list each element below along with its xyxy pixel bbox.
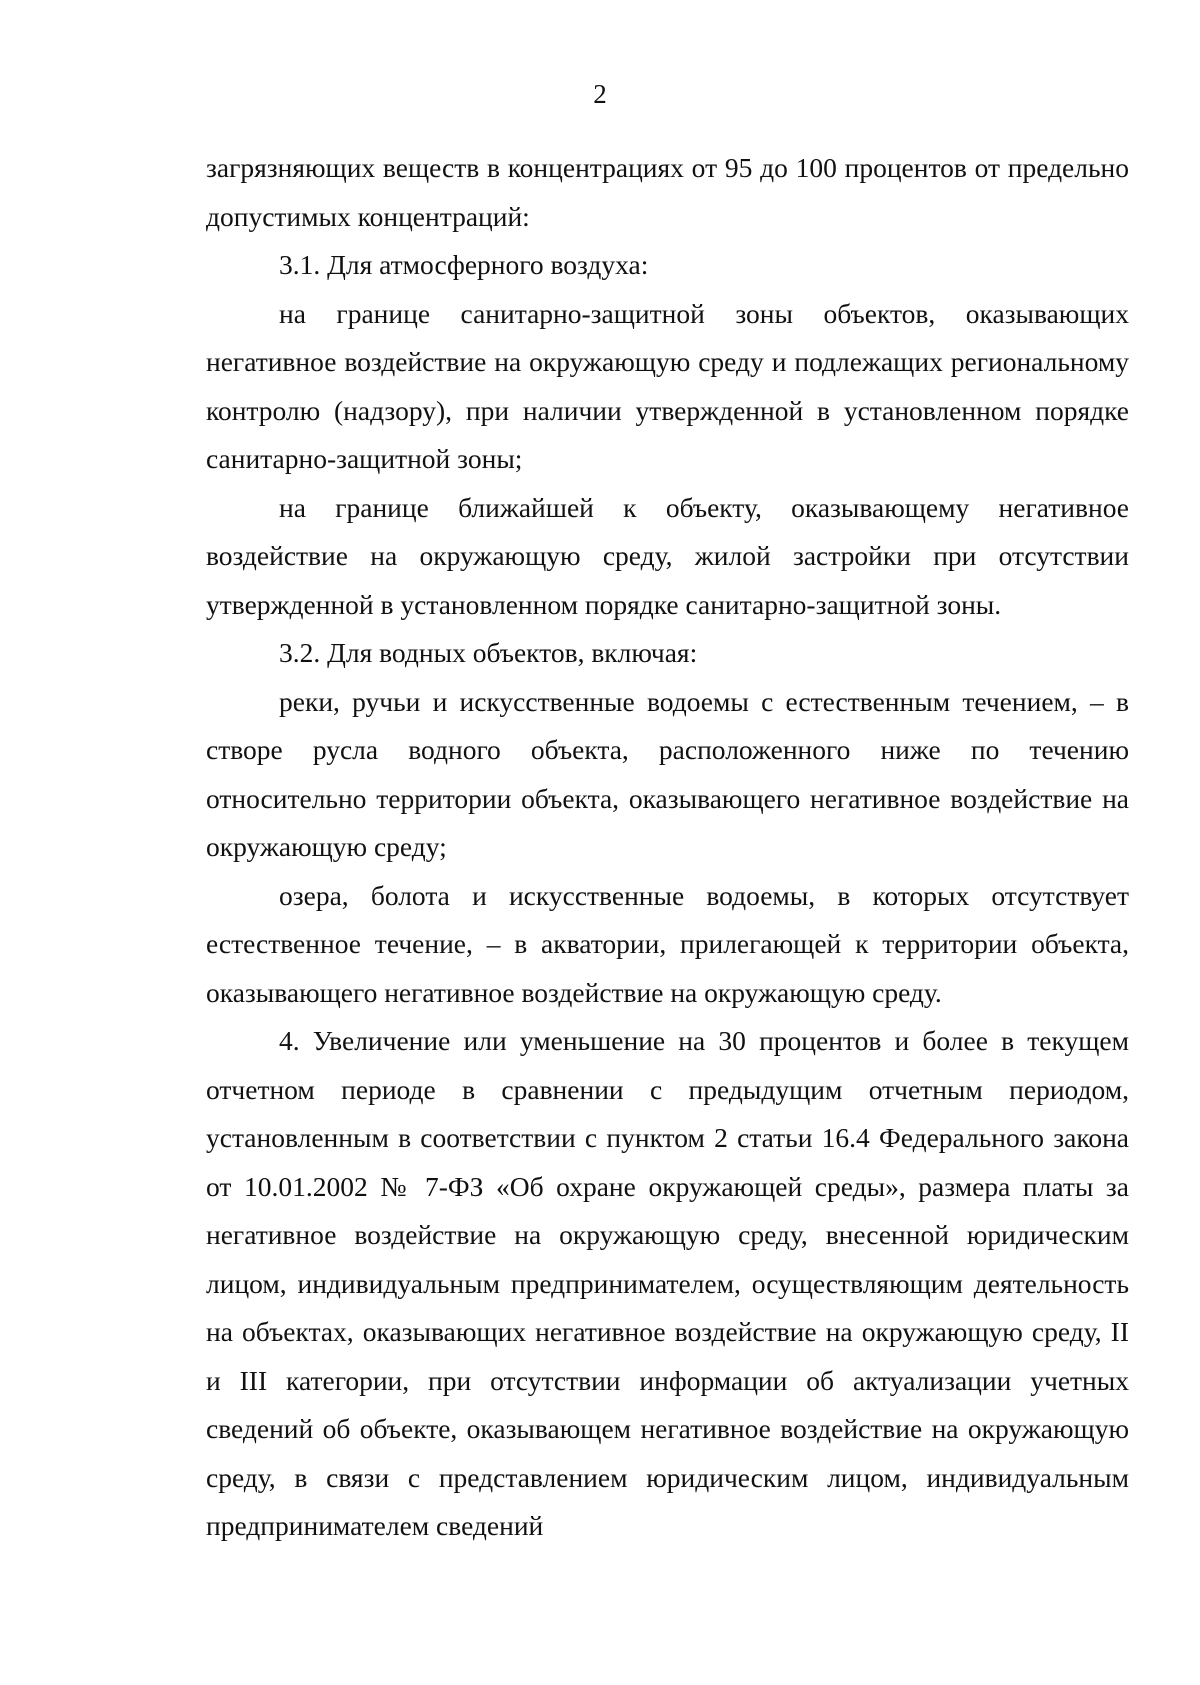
page-number: 2 — [593, 79, 607, 109]
paragraph-4-fee-change: 4. Увеличение или уменьшение на 30 процентов и более в текущем отчетном периоде в сравнении с предыдущим отчетным периодом, установленным в соответствии с пунктом 2 статьи 16.4 Федерального закона от 10.01.2002 № 7-ФЗ «Об охране окружающей среды», размера платы за негативное воздействие на окружающую среду, внесенной юридическим лицом, индивидуальным предпринимателем, осуществляющим деятельность на объектах, оказывающих негативное воздействие на окружающую среду, II и III категории, при отсутствии информации об актуализации учетных сведений об объекте, оказывающем негативное воздействие на окружающую среду, в связи с представлением юридическим лицом, индивидуальным предпринимателем сведений — [206, 1025, 1129, 1541]
paragraph-sanitary-zone-boundary: на границе санитарно-защитной зоны объектов, оказывающих негативное воздействие на окружающую среду и подлежащих региональному контролю (надзору), при наличии утвержденной в установленном порядке санитарно-защитной зоны; — [206, 297, 1129, 474]
paragraph-rivers: реки, ручьи и искусственные водоемы с естественным течением, – в створе русла водного объекта, расположенного ниже по течению относительно территории объекта, оказывающего негативное воздействие на окружающую среду; — [206, 685, 1129, 862]
document-body — [206, 144, 1129, 1551]
paragraph-residential-boundary: на границе ближайшей к объекту, оказывающему негативное воздействие на окружающую среду, жилой застройки при отсутствии утвержденной в установленном порядке санитарно-защитной зоны. — [206, 491, 1129, 620]
paragraph-pollutants-continued: загрязняющих веществ в концентрациях от 95 до 100 процентов от предельно допустимых концентраций: — [206, 152, 1129, 232]
paragraph-lakes: озера, болота и искусственные водоемы, в которых отсутствует естественное течение, – в акватории, прилегающей к территории объекта, оказывающего негативное воздействие на окружающую среду. — [206, 879, 1129, 1008]
paragraph-3-2-heading: 3.2. Для водных объектов, включая: — [279, 637, 698, 668]
paragraph-3-1-heading: 3.1. Для атмосферного воздуха: — [279, 249, 649, 280]
